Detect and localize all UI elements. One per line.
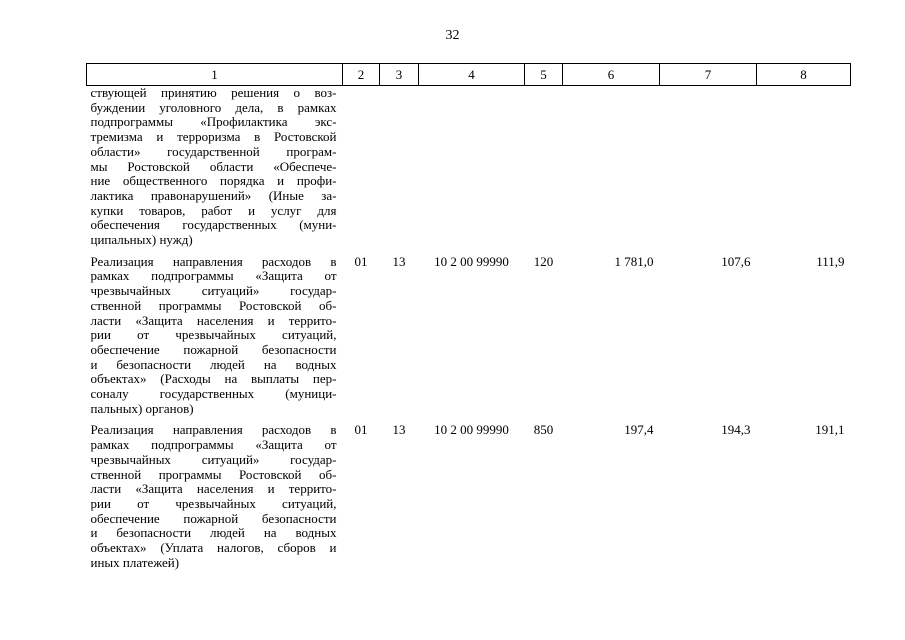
row-description (87, 86, 343, 255)
header-col-4: 4 (419, 64, 525, 86)
description-line: чрезвычайных ситуаций» государ- (90, 283, 337, 299)
description-line: и безопасности людей на водных (90, 356, 337, 372)
section-code (343, 86, 380, 255)
amount-col-6: 1 781,0 (614, 253, 654, 269)
amount-col-7: 194,3 (721, 422, 751, 438)
description-line: обеспечения государственных (муни- (90, 217, 337, 233)
header-col-1: 1 (87, 64, 343, 86)
table-row (87, 423, 851, 577)
description-line: и безопасности людей на водных (90, 525, 337, 541)
header-col-6: 6 (563, 64, 660, 86)
header-col-5: 5 (525, 64, 563, 86)
description-line: тремизма и терроризма в Ростовской (90, 129, 337, 145)
amount-col-7: 107,6 (721, 253, 751, 269)
description-line: Реализация направления расходов в (90, 422, 337, 438)
description-line: ласти «Защита населения и террито- (90, 312, 337, 328)
description-line: области» государственной програм- (90, 143, 337, 159)
description-line: ципальных) нужд) (90, 232, 193, 248)
subsection-code: 13 (392, 253, 406, 269)
subsection-code: 13 (392, 422, 406, 438)
amount-col-7 (660, 86, 757, 255)
header-col-3: 3 (380, 64, 419, 86)
target-article-code (419, 86, 525, 255)
budget-table (86, 63, 851, 578)
expense-type-code: 850 (533, 422, 554, 438)
description-line: ласти «Защита населения и террито- (90, 481, 337, 497)
subsection-code (380, 86, 419, 255)
description-line: мы Ростовской области «Обеспече- (90, 158, 337, 174)
row-description (87, 423, 343, 577)
description-line: лактика правонарушений» (Иные за- (90, 187, 337, 203)
amount-col-8: 111,9 (816, 253, 845, 269)
description-line: чрезвычайных ситуаций» государ- (90, 451, 337, 467)
description-line: рии от чрезвычайных ситуаций, (90, 495, 337, 511)
target-article-code: 10 2 00 99990 (434, 422, 509, 438)
table-row (87, 86, 851, 255)
description-line: ствующей принятию решения о воз- (90, 85, 337, 100)
amount-col-8: 191,1 (815, 422, 845, 438)
page-number: 32 (445, 28, 460, 43)
expense-type-code (525, 86, 563, 255)
description-line: объектах» (Уплата налогов, сборов и (90, 540, 337, 556)
description-line: рамках подпрограммы «Защита от (90, 268, 337, 284)
amount-col-6 (563, 86, 660, 255)
description-line: ственной программы Ростовской об- (90, 297, 337, 313)
description-line: рии от чрезвычайных ситуаций, (90, 327, 337, 343)
table-header (87, 64, 851, 86)
description-line: иных платежей) (90, 554, 180, 570)
section-code: 01 (354, 253, 368, 269)
header-col-2: 2 (343, 64, 380, 86)
amount-col-8 (757, 86, 851, 255)
table-body (87, 86, 851, 578)
expense-type-code: 120 (533, 253, 554, 269)
description-line: подпрограммы «Профилактика экс- (90, 114, 337, 130)
description-line: ственной программы Ростовской об- (90, 466, 337, 482)
description-line: рамках подпрограммы «Защита от (90, 437, 337, 453)
header-col-8: 8 (757, 64, 851, 86)
description-line: пальных) органов) (90, 400, 194, 416)
header-col-7: 7 (660, 64, 757, 86)
section-code: 01 (354, 422, 368, 438)
description-line: обеспечение пожарной безопасности (90, 341, 337, 357)
description-line: объектах» (Расходы на выплаты пер- (90, 371, 337, 387)
description-line: соналу государственных (муници- (90, 386, 337, 402)
row-description (87, 255, 343, 424)
table-row (87, 255, 851, 424)
header-row (87, 64, 851, 86)
description-line: купки товаров, работ и услуг для (90, 202, 337, 218)
description-line: обеспечение пожарной безопасности (90, 510, 337, 526)
description-line: ние общественного порядка и профи- (90, 173, 337, 189)
description-line: буждении уголовного дела, в рамках (90, 99, 337, 115)
description-line: Реализация направления расходов в (90, 253, 337, 269)
target-article-code: 10 2 00 99990 (434, 253, 509, 269)
amount-col-6: 197,4 (624, 422, 654, 438)
